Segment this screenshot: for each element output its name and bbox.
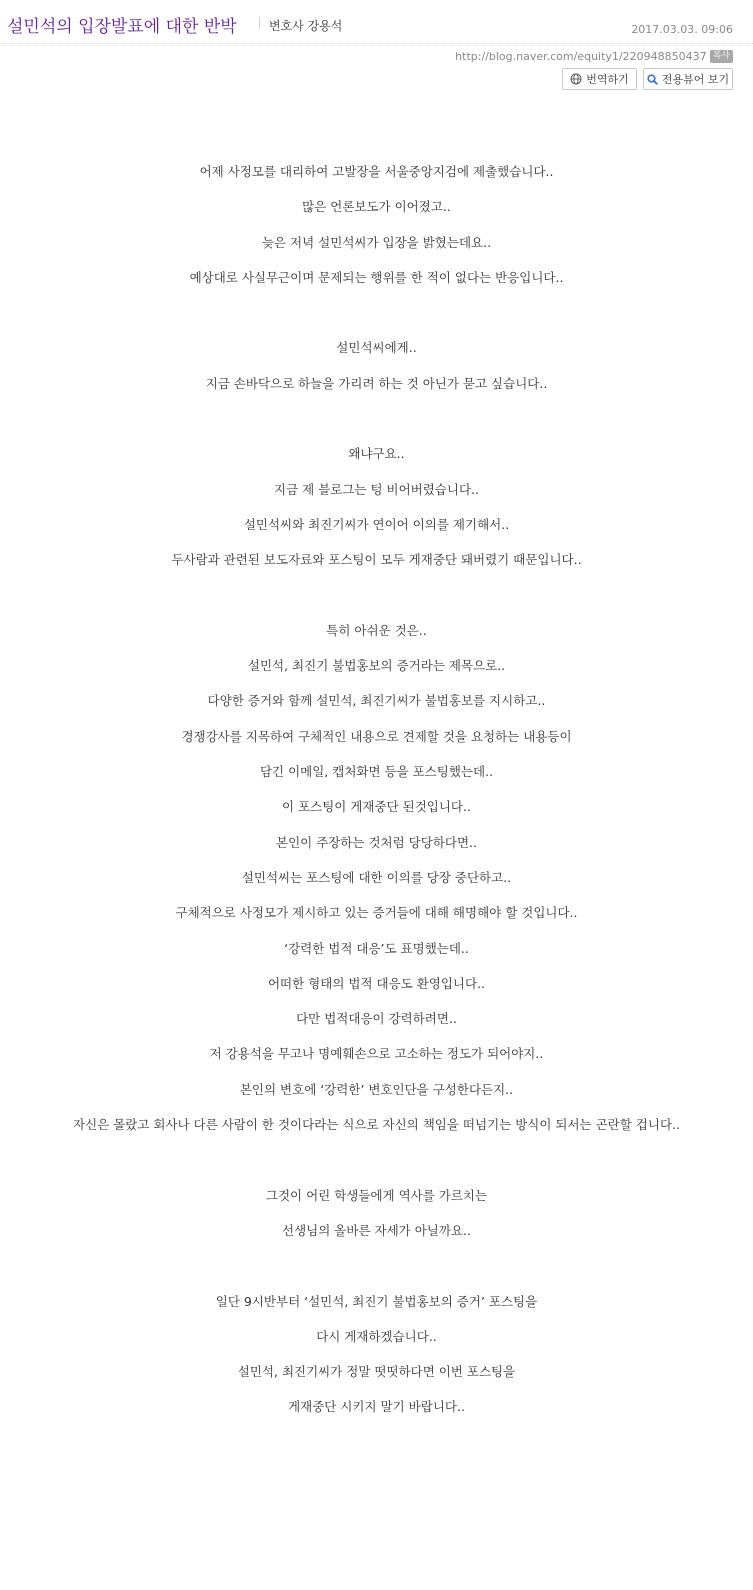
translate-label: 번역하기: [586, 73, 629, 86]
paragraph-gap: [0, 1257, 753, 1292]
paragraph-gap: [0, 1151, 753, 1186]
fullview-button[interactable]: [643, 68, 733, 90]
body-line: 다시 게재하겠습니다..: [316, 1328, 437, 1344]
body-line: 지금 손바닥으로 하늘을 가리려 하는 것 아닌가 묻고 싶습니다..: [205, 375, 548, 391]
body-line: 다양한 증거와 함께 설민석, 최진기씨가 불법홍보를 지시하고..: [207, 693, 546, 709]
post-url-row: [455, 50, 733, 63]
body-line: 지금 제 블로그는 텅 비어버렸습니다..: [274, 481, 479, 497]
body-line: 본인의 변호에 ‘강력한’ 변호인단을 구성한다든지..: [239, 1081, 514, 1097]
body-line: 경쟁강사를 지목하여 구체적인 내용으로 견제할 것을 요청하는 내용등이: [181, 728, 572, 744]
body-line: 일단 9시반부터 ‘설민석, 최진기 불법홍보의 증거’ 포스팅을: [215, 1293, 538, 1309]
body-line: 특히 아쉬운 것은..: [326, 622, 427, 638]
post-date: 2017.03.03. 09:06: [631, 23, 733, 36]
body-line: 담긴 이메일, 캡처화면 등을 포스팅했는데..: [259, 764, 494, 780]
body-line: ‘강력한 법적 대응’도 표명했는데..: [284, 940, 469, 956]
body-line: 늦은 저녁 설민석씨가 입장을 밝혔는데요..: [261, 234, 492, 250]
copy-url-button[interactable]: 복사: [710, 50, 733, 63]
body-line: 설민석씨는 포스팅에 대한 이의를 당장 중단하고..: [241, 869, 512, 885]
body-line: 설민석, 최진기 불법홍보의 증거라는 제목으로..: [247, 658, 506, 674]
title-divider: [259, 17, 260, 29]
body-line: 왜냐구요..: [348, 446, 405, 462]
paragraph-gap: [0, 410, 753, 445]
post-header: [0, 0, 753, 44]
body-line: 어제 사정모를 대리하여 고발장을 서울중앙지검에 제출했습니다..: [199, 164, 554, 179]
body-line: 게재중단 시키지 말기 바랍니다..: [288, 1399, 465, 1415]
body-line: 많은 언론보도가 이어졌고..: [302, 199, 451, 215]
body-line: 다만 법적대응이 강력하려면..: [296, 1011, 457, 1027]
translate-button[interactable]: [562, 68, 637, 90]
body-line: 설민석씨와 최진기씨가 연이어 이의를 제기해서..: [243, 516, 510, 532]
body-line: 설민석, 최진기씨가 정말 떳떳하다면 이번 포스팅을: [237, 1364, 516, 1380]
body-line: 그것이 어린 학생들에게 역사를 가르치는: [265, 1187, 488, 1203]
search-icon: [647, 74, 658, 85]
paragraph-gap: [0, 304, 753, 339]
body-line: 구체적으로 사정모가 제시하고 있는 증거들에 대해 해명해야 할 것입니다..: [175, 905, 578, 921]
body-line: 이 포스팅이 게재중단 된것입니다..: [282, 799, 471, 815]
post-title[interactable]: 설민석의 입장발표에 대한 반박: [7, 17, 237, 37]
paragraph-gap: [0, 587, 753, 622]
post-body: [0, 163, 753, 1434]
post-url[interactable]: http://blog.naver.com/equity1/220948850437: [455, 50, 707, 63]
globe-icon: [570, 73, 582, 85]
body-line: 저 강용석을 무고나 명예훼손으로 고소하는 정도가 되어야지..: [209, 1046, 544, 1062]
body-line: 본인이 주장하는 것처럼 당당하다면..: [276, 834, 477, 850]
body-line: 두사람과 관련된 보도자료와 포스팅이 모두 게재중단 돼버렸기 때문입니다..: [171, 552, 582, 568]
body-line: 설민석씨에게..: [336, 340, 417, 356]
fullview-label: 전용뷰어 보기: [661, 73, 730, 86]
body-line: 어떠한 형태의 법적 대응도 환영입니다..: [267, 975, 486, 991]
post-category[interactable]: 변호사 강용석: [269, 19, 343, 33]
body-line: 자신은 몰랐고 회사나 다른 사람이 한 것이다라는 식으로 자신의 책임을 떠넘기는 방식이 되서는 곤란할 겁니다..: [73, 1117, 680, 1133]
body-line: 선생님의 올바른 자세가 아닐까요..: [282, 1222, 471, 1238]
body-line: 예상대로 사실무근이며 문제되는 행위를 한 적이 없다는 반응입니다..: [189, 269, 564, 285]
